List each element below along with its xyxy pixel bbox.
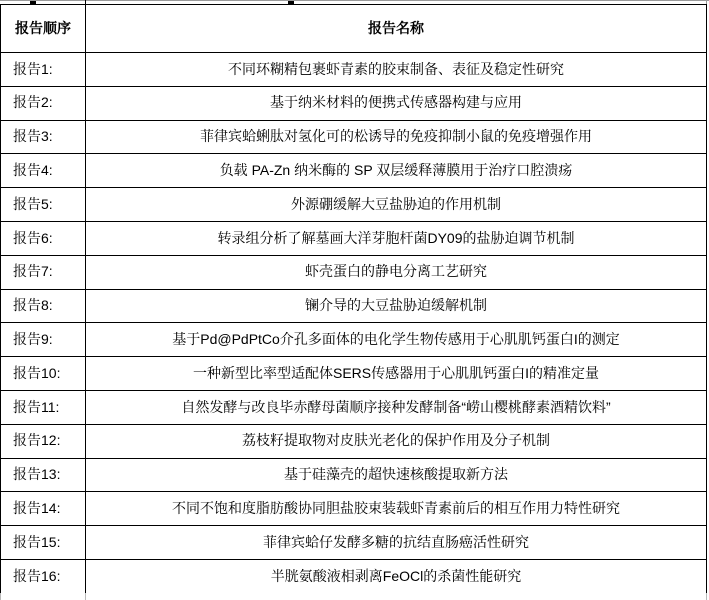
report-order-cell: 报告12: xyxy=(1,424,86,458)
report-title-cell: 自然发酵与改良毕赤酵母菌顺序接种发酵制备“崂山樱桃酵素酒精饮料” xyxy=(86,390,707,424)
clipped-gridline-top xyxy=(0,0,709,1)
table-row xyxy=(1,188,707,222)
report-order-cell: 报告15: xyxy=(1,526,86,560)
header-report-order: 报告顺序 xyxy=(1,5,86,53)
report-order-cell: 报告8: xyxy=(1,289,86,323)
report-title-cell: 基于Pd@PdPtCo介孔多面体的电化学生物传感用于心肌肌钙蛋白I的测定 xyxy=(86,323,707,357)
report-title-cell: 虾壳蛋白的静电分离工艺研究 xyxy=(86,255,707,289)
report-rows xyxy=(1,53,707,594)
table-row xyxy=(1,86,707,120)
report-title-cell: 荔枝籽提取物对皮肤光老化的保护作用及分子机制 xyxy=(86,424,707,458)
report-order-cell: 报告13: xyxy=(1,458,86,492)
table-row xyxy=(1,458,707,492)
report-title-cell: 半胱氨酸液相剥离FeOCl的杀菌性能研究 xyxy=(86,559,707,593)
clipped-right-border xyxy=(706,593,707,600)
table-row xyxy=(1,154,707,188)
clipped-row-bottom xyxy=(0,593,709,600)
report-title-cell: 基于纳米材料的便携式传感器构建与应用 xyxy=(86,86,707,120)
report-title-cell: 不同环糊精包裹虾青素的胶束制备、表征及稳定性研究 xyxy=(86,53,707,87)
report-order-cell: 报告5: xyxy=(1,188,86,222)
report-title-cell: 不同不饱和度脂肪酸协同胆盐胶束装载虾青素前后的相互作用力特性研究 xyxy=(86,492,707,526)
report-order-cell: 报告4: xyxy=(1,154,86,188)
report-title-cell: 基于硅藻壳的超快速核酸提取新方法 xyxy=(86,458,707,492)
table-row xyxy=(1,424,707,458)
report-order-cell: 报告7: xyxy=(1,255,86,289)
report-title-cell: 菲律宾蛤仔发酵多糖的抗结直肠癌活性研究 xyxy=(86,526,707,560)
table-row xyxy=(1,526,707,560)
report-order-cell: 报告11: xyxy=(1,390,86,424)
report-schedule-table xyxy=(0,4,707,594)
report-order-cell: 报告2: xyxy=(1,86,86,120)
table-row xyxy=(1,323,707,357)
report-title-cell: 菲律宾蛤蜊肽对氢化可的松诱导的免疫抑制小鼠的免疫增强作用 xyxy=(86,120,707,154)
report-title-cell: 负载 PA-Zn 纳米酶的 SP 双层缓释薄膜用于治疗口腔溃疡 xyxy=(86,154,707,188)
clipped-left-border xyxy=(0,593,1,600)
table-row xyxy=(1,255,707,289)
table-row xyxy=(1,289,707,323)
table-row xyxy=(1,53,707,87)
report-order-cell: 报告3: xyxy=(1,120,86,154)
report-order-cell: 报告14: xyxy=(1,492,86,526)
table-row xyxy=(1,357,707,391)
report-order-cell: 报告6: xyxy=(1,221,86,255)
report-title-cell: 一种新型比率型适配体SERS传感器用于心肌肌钙蛋白I的精准定量 xyxy=(86,357,707,391)
report-order-cell: 报告10: xyxy=(1,357,86,391)
table-row xyxy=(1,559,707,593)
table-row xyxy=(1,221,707,255)
table-row xyxy=(1,390,707,424)
table-row xyxy=(1,492,707,526)
report-order-cell: 报告1: xyxy=(1,53,86,87)
report-title-cell: 外源硼缓解大豆盐胁迫的作用机制 xyxy=(86,188,707,222)
report-order-cell: 报告9: xyxy=(1,323,86,357)
clipped-column-border xyxy=(85,593,86,600)
header-row xyxy=(1,5,707,53)
report-title-cell: 镧介导的大豆盐胁迫缓解机制 xyxy=(86,289,707,323)
header-report-name: 报告名称 xyxy=(86,5,707,53)
table-row xyxy=(1,120,707,154)
report-order-cell: 报告16: xyxy=(1,559,86,593)
report-title-cell: 转录组分析了解墓画大洋芽胞杆菌DY09的盐胁迫调节机制 xyxy=(86,221,707,255)
